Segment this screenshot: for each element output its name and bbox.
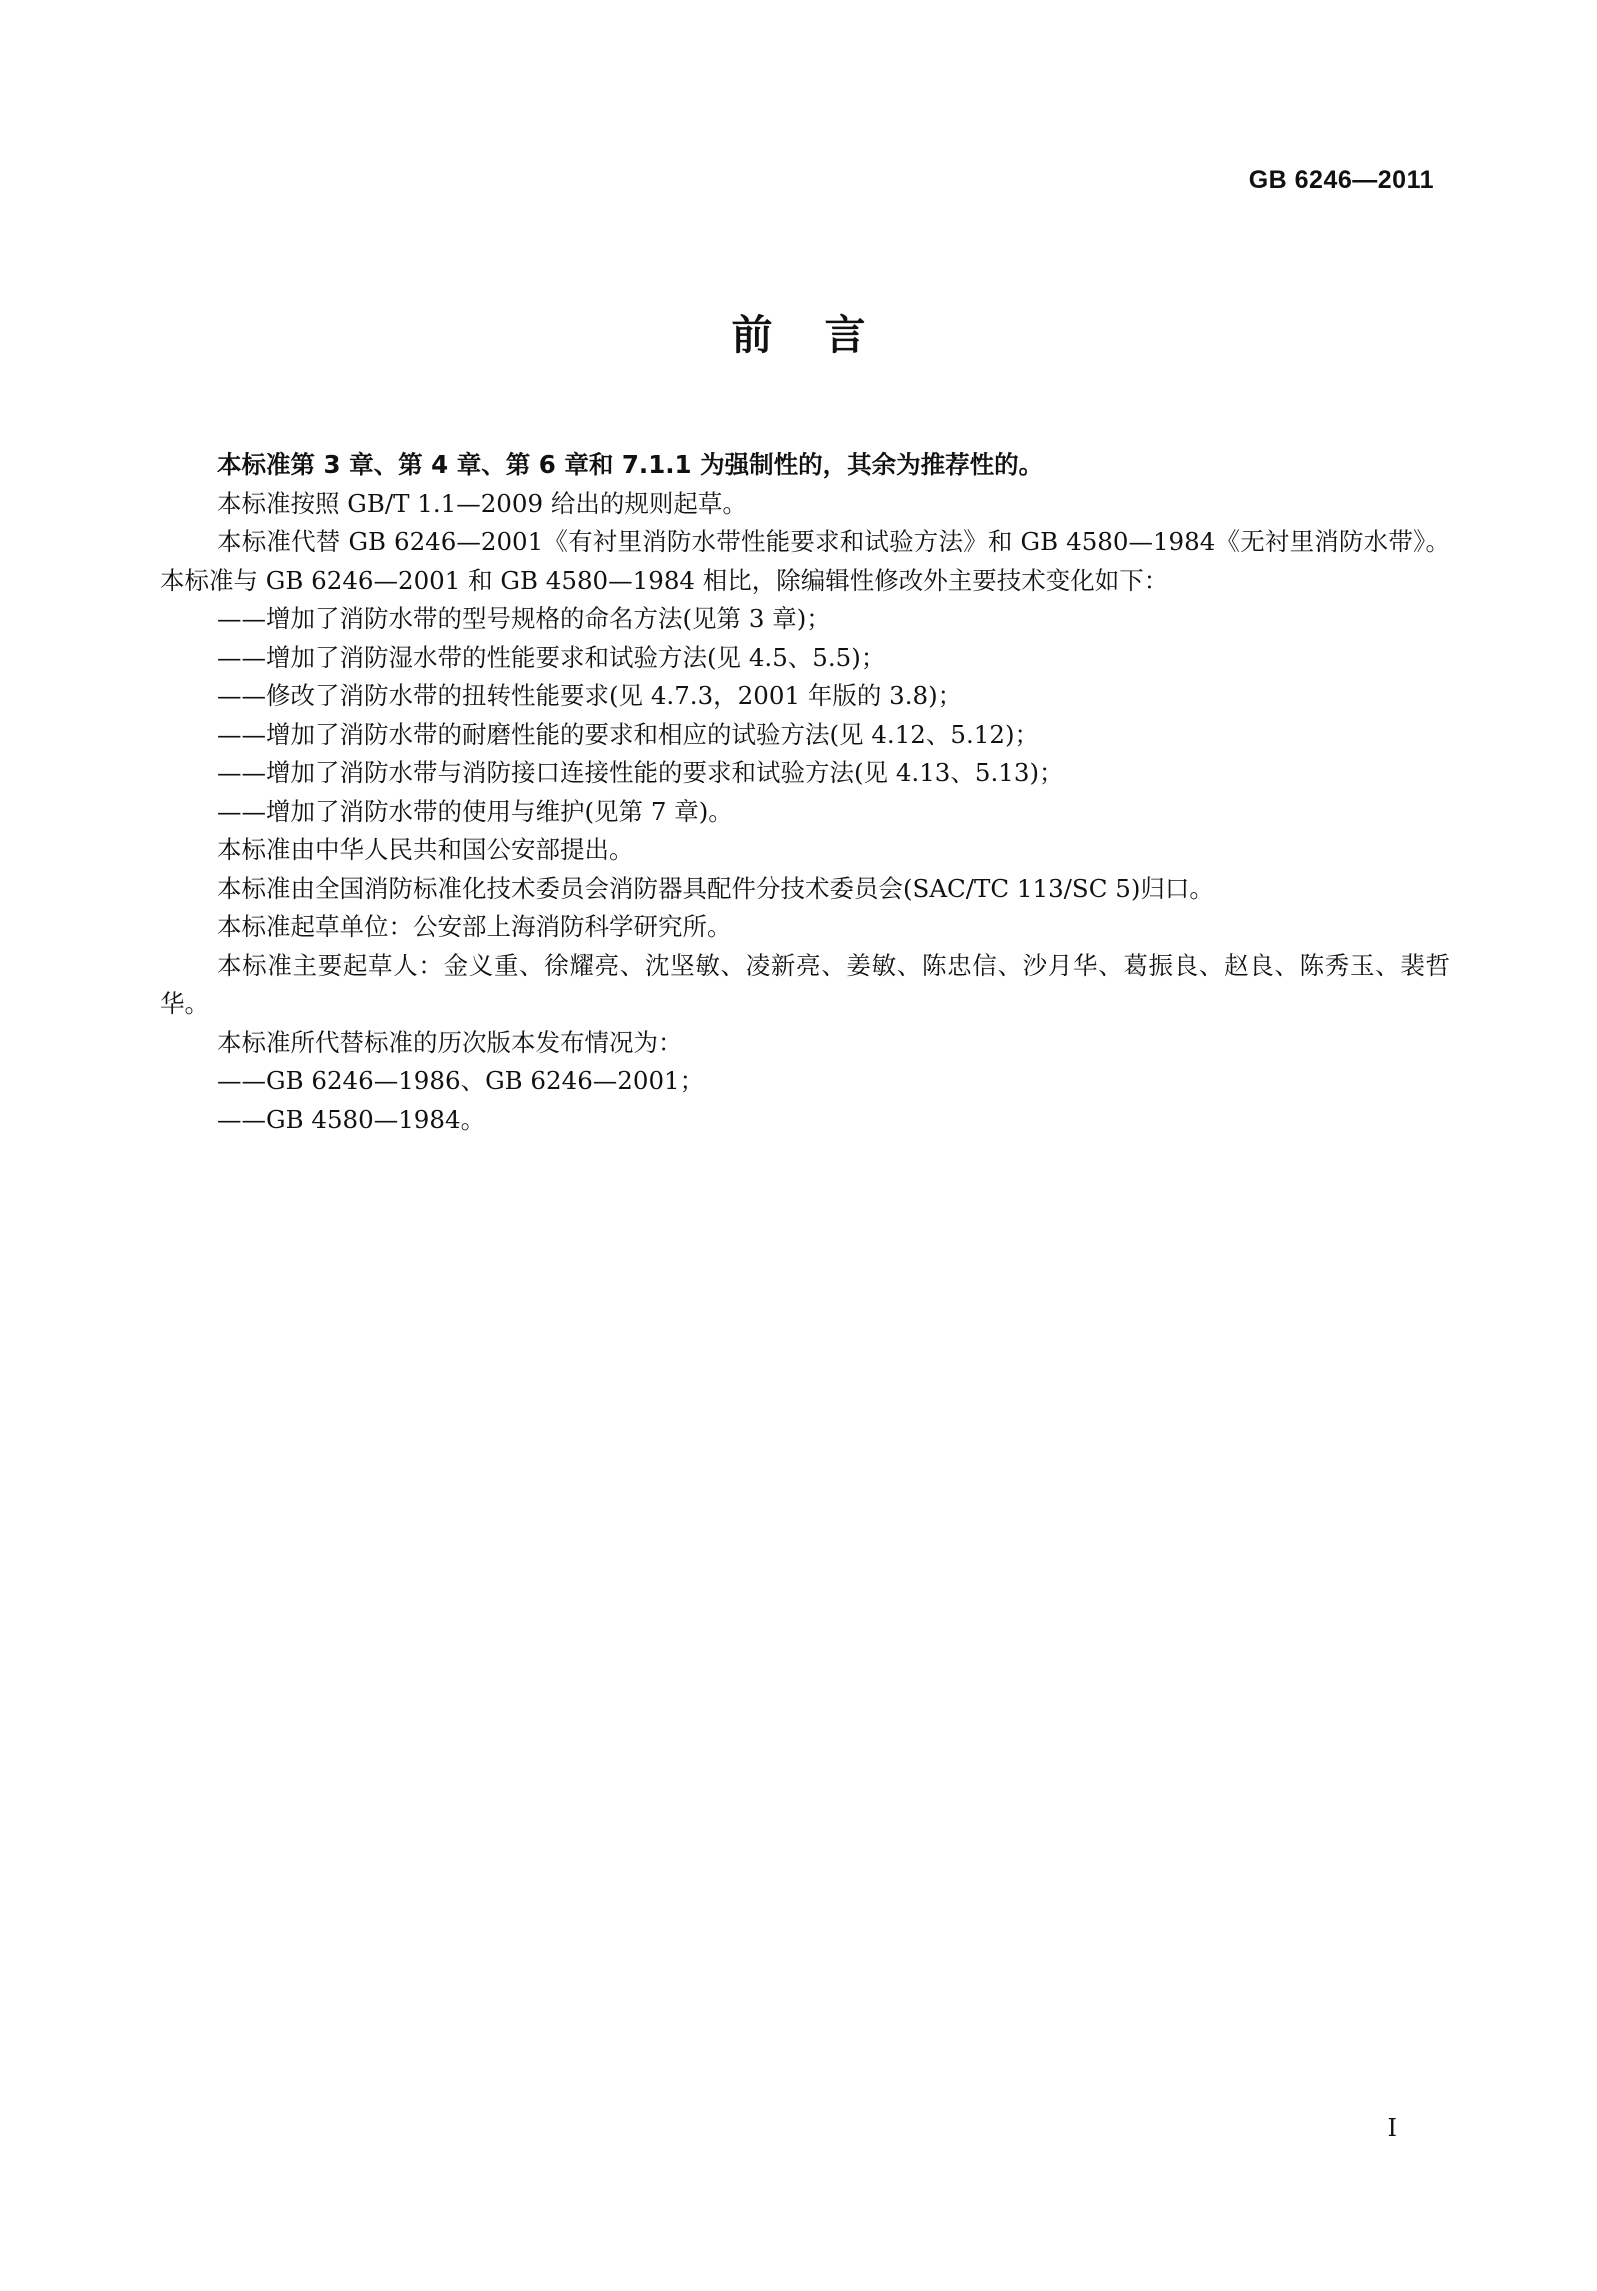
list-item: ——增加了消防水带的使用与维护(见第 7 章)。 (217, 796, 733, 826)
committee-paragraph: 本标准由全国消防标准化技术委员会消防器具配件分技术委员会(SAC/TC 113/SC 5)归口。 (217, 873, 1214, 903)
document-body (160, 446, 1450, 1139)
list-item: ——增加了消防水带与消防接口连接性能的要求和试验方法(见 4.13、5.13)； (217, 758, 1064, 787)
drafting-unit-paragraph: 本标准起草单位：公安部上海消防科学研究所。 (217, 912, 732, 941)
changes-list (160, 600, 1450, 831)
proposer-paragraph: 本标准由中华人民共和国公安部提出。 (217, 835, 634, 864)
list-item: ——修改了消防水带的扭转性能要求(见 4.7.3，2001 年版的 3.8)； (217, 681, 963, 710)
list-item: ——GB 6246—1986、GB 6246—2001； (217, 1066, 705, 1095)
replacement-paragraph: 本标准代替 GB 6246—2001《有衬里消防水带性能要求和试验方法》和 GB 4580—1984《无衬里消防水带》。本标准与 GB 6246—2001 和 GB 4580—1984 相比，除编辑性修改外主要技术变化如下： (160, 527, 1450, 595)
list-item: ——增加了消防水带的耐磨性能的要求和相应的试验方法(见 4.12、5.12)； (217, 719, 1040, 749)
list-item: ——增加了消防水带的型号规格的命名方法(见第 3 章)； (217, 604, 831, 633)
standard-code: GB 6246—2011 (1248, 166, 1434, 194)
history-list (160, 1062, 1450, 1139)
list-item: ——增加了消防湿水带的性能要求和试验方法(见 4.5、5.5)； (217, 642, 886, 672)
drafting-rules-paragraph: 本标准按照 GB/T 1.1—2009 给出的规则起草。 (217, 488, 747, 518)
history-intro-paragraph: 本标准所代替标准的历次版本发布情况为： (217, 1027, 683, 1057)
drafters-paragraph: 本标准主要起草人：金义重、徐耀亮、沈坚敏、凌新亮、姜敏、陈忠信、沙月华、葛振良、赵良、陈秀玉、裴哲华。 (160, 950, 1450, 1018)
list-item: ——GB 4580—1984。 (217, 1104, 486, 1134)
page-title: 前言 (731, 311, 918, 359)
page-number: I (1387, 2114, 1397, 2142)
mandatory-clause-paragraph: 本标准第 3 章、第 4 章、第 6 章和 7.1.1 为强制性的，其余为推荐性的。 (217, 450, 1044, 479)
